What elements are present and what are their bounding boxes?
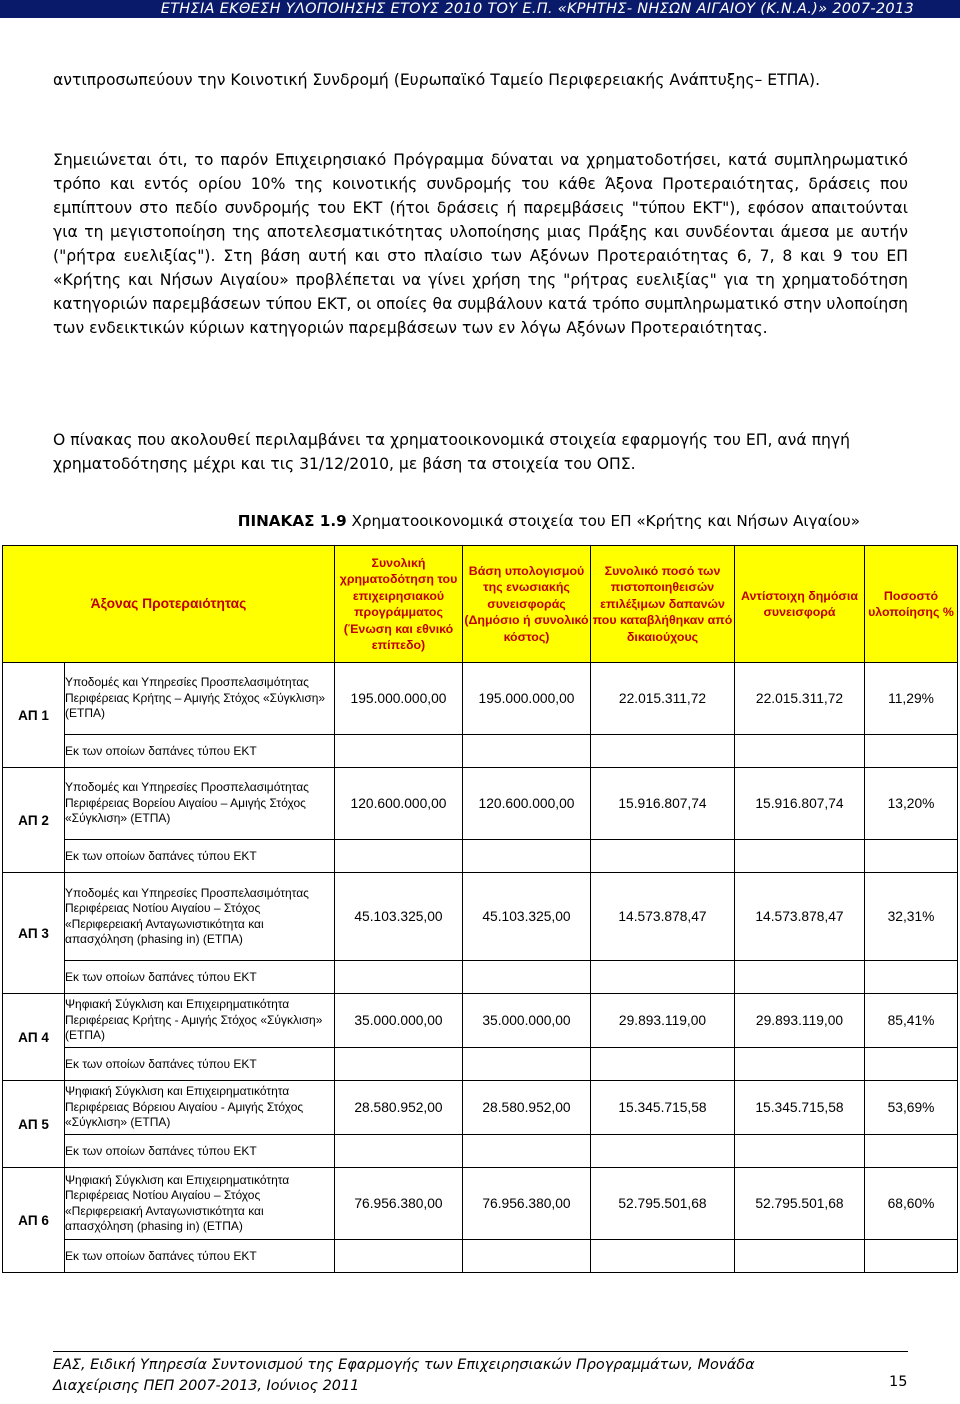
empty-cell xyxy=(865,1240,958,1273)
contribution-basis-value: 35.000.000,00 xyxy=(463,994,591,1048)
total-funding-value: 76.956.380,00 xyxy=(335,1168,463,1240)
total-funding-value: 195.000.000,00 xyxy=(335,663,463,735)
implementation-percent-value: 85,41% xyxy=(865,994,958,1048)
esf-type-expenditure-label: Εκ των οποίων δαπάνες τύπου ΕΚΤ xyxy=(65,1135,335,1168)
empty-cell xyxy=(735,1240,865,1273)
contribution-basis-value: 45.103.325,00 xyxy=(463,873,591,961)
running-header-title: ΕΤΗΣΙΑ ΕΚΘΕΣΗ ΥΛΟΠΟΙΗΣΗΣ ΕΤΟΥΣ 2010 ΤΟΥ Ε.Π. «ΚΡΗΤΗΣ- ΝΗΣΩΝ ΑΙΓΑΙΟΥ (Κ.Ν.Α.)» 2007-2013 xyxy=(160,1,914,17)
certified-expenditure-value: 15.916.807,74 xyxy=(591,768,735,840)
implementation-percent-value: 11,29% xyxy=(865,663,958,735)
empty-cell xyxy=(591,1240,735,1273)
implementation-percent-value: 68,60% xyxy=(865,1168,958,1240)
esf-type-expenditure-label: Εκ των οποίων δαπάνες τύπου ΕΚΤ xyxy=(65,840,335,873)
table-row xyxy=(3,663,958,735)
empty-cell xyxy=(865,1048,958,1081)
footer-divider xyxy=(53,1351,908,1352)
empty-cell xyxy=(735,961,865,994)
header-certified-expenditure: Συνολικό ποσό των πιστοποιηθεισών επιλέξιμων δαπανών που καταβλήθηκαν από δικαιούχους xyxy=(591,546,735,663)
empty-cell xyxy=(335,735,463,768)
header-axis: Άξονας Προτεραιότητας xyxy=(3,546,335,663)
table-subrow xyxy=(3,840,958,873)
empty-cell xyxy=(735,735,865,768)
empty-cell xyxy=(463,840,591,873)
implementation-percent-value: 32,31% xyxy=(865,873,958,961)
total-funding-value: 28.580.952,00 xyxy=(335,1081,463,1135)
empty-cell xyxy=(591,1135,735,1168)
empty-cell xyxy=(865,961,958,994)
running-header xyxy=(0,0,960,18)
paragraph-flexibility-clause: Σημειώνεται ότι, το παρόν Επιχειρησιακό Πρόγραμμα δύναται να χρηματοδοτήσει, κατά συμπληρωματικό τρόπο και εντός ορίου 10% της κοινοτικής συνδρομής του κάθε Άξονα Προτεραιότητας, δράσεις που εμπίπτουν στο πεδίο συνδρομής του ΕΚΤ (ήτοι δράσεις ή παρεμβάσεις "τύπου ΕΚΤ"), εφόσον απαιτούνται για τη μεγιστοποίηση της αποτελεσματικότητας υλοποίησης μιας Πράξης και συνδέονται άμεσα με αυτήν ("ρήτρα ευελιξίας"). Στη βάση αυτή και στο πλαίσιο των Αξόνων Προτεραιότητας 6, 7, 8 και 9 του ΕΠ «Κρήτης και Νήσων Αιγαίου» προβλέπεται να γίνει χρήση της "ρήτρας ευελιξίας" για τη χρηματοδότηση κατηγοριών παρεμβάσεων τύπου ΕΚΤ, οι οποίες θα συμβάλουν κατά τρόπο συμπληρωματικό στην υλοποίηση των ενδεικτικών κύριων κατηγοριών παρεμβάσεων των εν λόγω Αξόνων Προτεραιότητας. xyxy=(53,151,908,337)
paragraph-table-intro: Ο πίνακας που ακολουθεί περιλαμβάνει τα χρηματοοικονομικά στοιχεία εφαρμογής του ΕΠ, ανά πηγή χρηματοδότησης μέχρι και τις 31/12/2010, με βάση τα στοιχεία του ΟΠΣ. xyxy=(53,431,850,473)
axis-code: ΑΠ 6 xyxy=(3,1168,65,1273)
empty-cell xyxy=(335,1048,463,1081)
header-public-contribution: Αντίστοιχη δημόσια συνεισφορά xyxy=(735,546,865,663)
axis-description: Υποδομές και Υπηρεσίες Προσπελασιμότητας Περιφέρειας Κρήτης – Αμιγής Στόχος «Σύγκλιση» (ΕΤΠΑ) xyxy=(65,663,335,735)
empty-cell xyxy=(591,1048,735,1081)
public-contribution-value: 14.573.878,47 xyxy=(735,873,865,961)
esf-type-expenditure-label: Εκ των οποίων δαπάνες τύπου ΕΚΤ xyxy=(65,1240,335,1273)
total-funding-value: 120.600.000,00 xyxy=(335,768,463,840)
table-subrow xyxy=(3,1048,958,1081)
contribution-basis-value: 28.580.952,00 xyxy=(463,1081,591,1135)
empty-cell xyxy=(335,961,463,994)
esf-type-expenditure-label: Εκ των οποίων δαπάνες τύπου ΕΚΤ xyxy=(65,735,335,768)
empty-cell xyxy=(865,840,958,873)
total-funding-value: 45.103.325,00 xyxy=(335,873,463,961)
esf-type-expenditure-label: Εκ των οποίων δαπάνες τύπου ΕΚΤ xyxy=(65,961,335,994)
empty-cell xyxy=(591,735,735,768)
financial-table xyxy=(2,545,958,1273)
empty-cell xyxy=(591,840,735,873)
certified-expenditure-value: 14.573.878,47 xyxy=(591,873,735,961)
certified-expenditure-value: 15.345.715,58 xyxy=(591,1081,735,1135)
certified-expenditure-value: 29.893.119,00 xyxy=(591,994,735,1048)
empty-cell xyxy=(335,1240,463,1273)
contribution-basis-value: 76.956.380,00 xyxy=(463,1168,591,1240)
empty-cell xyxy=(335,1135,463,1168)
axis-description: Ψηφιακή Σύγκλιση και Επιχειρηματικότητα Περιφέρειας Νοτίου Αιγαίου – Στόχος «Περιφερειακή Ανταγωνιστικότητα και απασχόληση (phasing in) (ΕΤΠΑ) xyxy=(65,1168,335,1240)
table-title xyxy=(238,512,860,530)
header-implementation-percent: Ποσοστό υλοποίησης % xyxy=(865,546,958,663)
table-number: ΠΙΝΑΚΑΣ 1.9 xyxy=(237,512,347,530)
empty-cell xyxy=(335,840,463,873)
certified-expenditure-value: 22.015.311,72 xyxy=(591,663,735,735)
table-row xyxy=(3,994,958,1048)
empty-cell xyxy=(735,1135,865,1168)
empty-cell xyxy=(865,735,958,768)
public-contribution-value: 15.916.807,74 xyxy=(735,768,865,840)
public-contribution-value: 15.345.715,58 xyxy=(735,1081,865,1135)
axis-code: ΑΠ 3 xyxy=(3,873,65,994)
empty-cell xyxy=(463,735,591,768)
empty-cell xyxy=(865,1135,958,1168)
table-row xyxy=(3,1168,958,1240)
total-funding-value: 35.000.000,00 xyxy=(335,994,463,1048)
certified-expenditure-value: 52.795.501,68 xyxy=(591,1168,735,1240)
axis-description: Ψηφιακή Σύγκλιση και Επιχειρηματικότητα Περιφέρειας Κρήτης - Αμιγής Στόχος «Σύγκλιση» (ΕΤΠΑ) xyxy=(65,994,335,1048)
axis-description: Ψηφιακή Σύγκλιση και Επιχειρηματικότητα Περιφέρειας Βόρειου Αιγαίου - Αμιγής Στόχος «Σύγκλιση» (ΕΤΠΑ) xyxy=(65,1081,335,1135)
public-contribution-value: 29.893.119,00 xyxy=(735,994,865,1048)
table-subrow xyxy=(3,1135,958,1168)
empty-cell xyxy=(463,1135,591,1168)
table-subrow xyxy=(3,1240,958,1273)
table-row xyxy=(3,1081,958,1135)
axis-code: ΑΠ 5 xyxy=(3,1081,65,1168)
footer-text: ΕΑΣ, Ειδική Υπηρεσία Συντονισμού της Εφαρμογής των Επιχειρησιακών Προγραμμάτων, Μονάδα Διαχείρισης ΠΕΠ 2007-2013, Ιούνιος 2011 xyxy=(53,1357,755,1394)
table-subrow xyxy=(3,735,958,768)
implementation-percent-value: 53,69% xyxy=(865,1081,958,1135)
table-caption: Χρηματοοικονομικά στοιχεία του ΕΠ «Κρήτης και Νήσων Αιγαίου» xyxy=(346,512,860,530)
axis-code: ΑΠ 2 xyxy=(3,768,65,873)
empty-cell xyxy=(463,1240,591,1273)
empty-cell xyxy=(735,1048,865,1081)
empty-cell xyxy=(735,840,865,873)
axis-code: ΑΠ 4 xyxy=(3,994,65,1081)
header-total-funding: Συνολική χρηματοδότηση του επιχειρησιακού προγράμματος (Ένωση και εθνικό επίπεδο) xyxy=(335,546,463,663)
esf-type-expenditure-label: Εκ των οποίων δαπάνες τύπου ΕΚΤ xyxy=(65,1048,335,1081)
table-subrow xyxy=(3,961,958,994)
table-row xyxy=(3,873,958,961)
page-number: 15 xyxy=(889,1374,908,1390)
public-contribution-value: 22.015.311,72 xyxy=(735,663,865,735)
table-row xyxy=(3,768,958,840)
implementation-percent-value: 13,20% xyxy=(865,768,958,840)
axis-description: Υποδομές και Υπηρεσίες Προσπελασιμότητας Περιφέρειας Νοτίου Αιγαίου – Στόχος «Περιφερειακή Ανταγωνιστικότητα και απασχόληση (phasing in) (ΕΤΠΑ) xyxy=(65,873,335,961)
empty-cell xyxy=(591,961,735,994)
header-contribution-basis: Βάση υπολογισμού της ενωσιακής συνεισφοράς (Δημόσιο ή συνολικό κόστος) xyxy=(463,546,591,663)
paragraph-intro: αντιπροσωπεύουν την Κοινοτική Συνδρομή (Ευρωπαϊκό Ταμείο Περιφερειακής Ανάπτυξης– ΕΤΠΑ). xyxy=(53,71,821,89)
table-body xyxy=(3,663,958,1273)
axis-code: ΑΠ 1 xyxy=(3,663,65,768)
contribution-basis-value: 120.600.000,00 xyxy=(463,768,591,840)
empty-cell xyxy=(463,1048,591,1081)
empty-cell xyxy=(463,961,591,994)
contribution-basis-value: 195.000.000,00 xyxy=(463,663,591,735)
axis-description: Υποδομές και Υπηρεσίες Προσπελασιμότητας Περιφέρειας Βορείου Αιγαίου – Αμιγής Στόχος «Σύγκλιση» (ΕΤΠΑ) xyxy=(65,768,335,840)
table-header-row xyxy=(3,546,958,663)
public-contribution-value: 52.795.501,68 xyxy=(735,1168,865,1240)
